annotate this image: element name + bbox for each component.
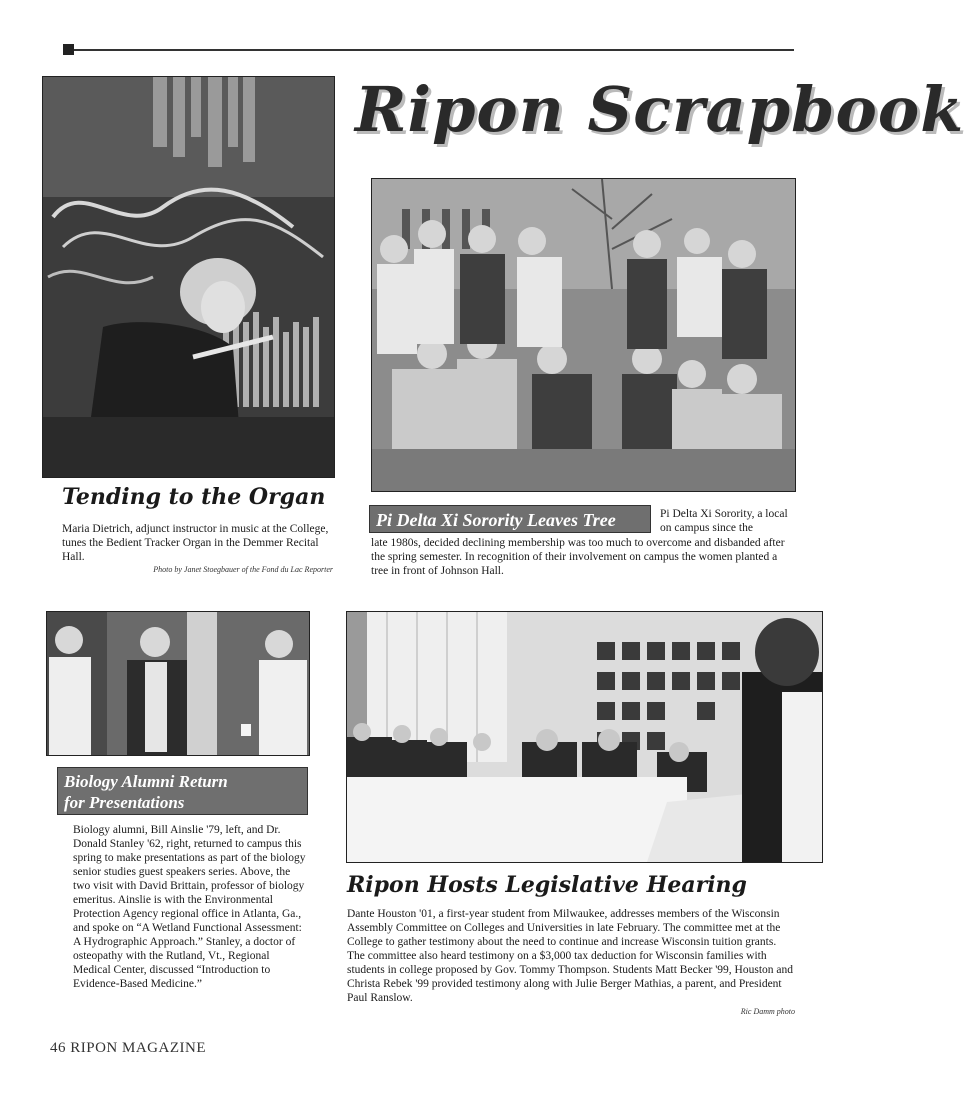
organ-photo-credit: Photo by Janet Stoegbauer of the Fond du Lac Reporter [153,565,333,574]
page-footer [50,1040,206,1057]
organ-caption: Maria Dietrich, adjunct instructor in music at the College, tunes the Bedient Tracker Organ in the Demmer Recital Hall. [62,523,329,563]
biology-caption: Biology alumni, Bill Ainslie '79, left, and Dr. Donald Stanley '62, right, returned to campus this spring to make presentations as part of the biology senior studies guest speakers series. Above, the two visit with David Brittain, professor of biology emeritus. Ainslie is with the Environmental Protection Agency regional office in Atlanta, Ga., and spoke on “A Wetland Functional Assessment: A Hydrographic Approach.” Stanley, a doctor of osteopathy with the Rutland, Vt., Regional Medical Center, discussed “Introduction to Evidence-Based Medicine.” [73,824,306,990]
sorority-heading: Pi Delta Xi Sorority Leaves Tree [369,505,651,533]
rule-square-marker [63,44,74,55]
page-title: Ripon Scrapbook [355,73,964,146]
hearing-photo-credit: Ric Damm photo [740,1007,795,1016]
top-rule [74,49,794,51]
magazine-name: RIPON MAGAZINE [70,1040,206,1056]
biology-heading-line2: for Presentations [64,793,185,812]
sorority-caption: late 1980s, decided declining membership was too much to overcome and disbanded after the spring semester. In recognition of their involvement on campus the women planted a tree in front of Johnson Hall. [371,537,785,577]
organ-heading: Tending to the Organ [62,484,326,510]
biology-heading [57,767,308,815]
sorority-caption-lead: Pi Delta Xi Sorority, a local on campus since the [660,508,788,534]
organ-photo [42,76,335,478]
biology-photo [46,611,310,756]
page-number: 46 [50,1040,66,1056]
sorority-photo [371,178,796,492]
hearing-photo [346,611,823,863]
hearing-caption: Dante Houston '01, a first-year student from Milwaukee, addresses members of the Wisconsin Assembly Committee on Colleges and Universities in late February. The committee met at the College to gather testimony about the need to continue and increase Wisconsin tuition grants. The committee also heard testimony on a $3,000 tax deduction for Wisconsin families with students in college proposed by Gov. Tommy Thompson. Students Matt Becker '99, Houston and Christa Rebek '99 provided testimony along with Julie Berger Mathias, a parent, and President Paul Ranslow. [347,908,794,1004]
hearing-heading: Ripon Hosts Legislative Hearing [347,872,747,898]
biology-heading-line1: Biology Alumni Return [64,772,228,791]
